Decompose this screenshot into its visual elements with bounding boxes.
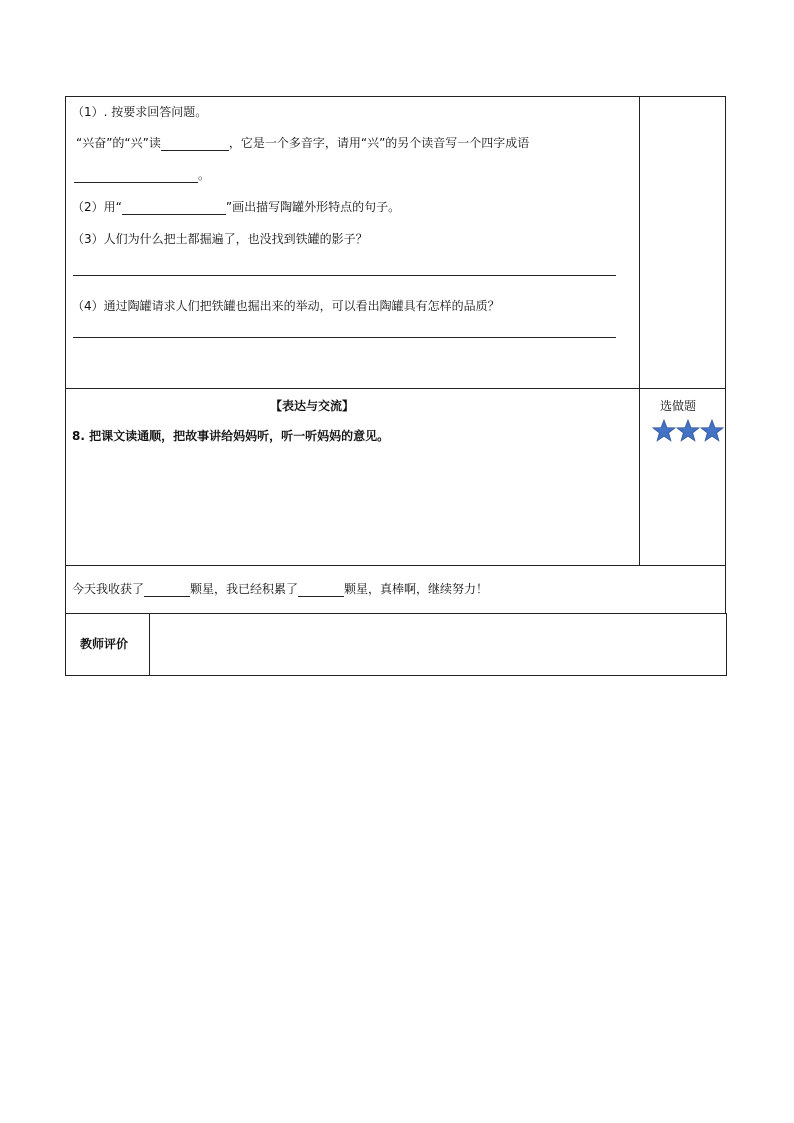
teacher-label: 教师评价 xyxy=(80,637,129,651)
teacher-comment-area[interactable] xyxy=(151,615,725,674)
q1-line-b-end: 。 xyxy=(198,168,211,182)
optional-label: 选做题 xyxy=(660,399,697,413)
q3-line: （3）人们为什么把土都掘遍了，也没找到铁罐的影子？ xyxy=(72,232,368,246)
summary-part2: 颗星，我已经积累了 xyxy=(190,582,299,596)
summary-part3: 颗星，真棒啊，继续努力！ xyxy=(344,582,489,596)
stars-today-blank[interactable] xyxy=(144,583,190,597)
summary-part1: 今天我收获了 xyxy=(72,582,145,596)
star-rating[interactable] xyxy=(652,419,724,442)
underline-sample xyxy=(122,201,226,215)
star-icon xyxy=(700,419,724,442)
q2-post: ”画出描写陶罐外形特点的句子。 xyxy=(225,200,401,214)
star-icon xyxy=(676,419,700,442)
q3-answer-line[interactable] xyxy=(73,275,616,276)
q1-line-a xyxy=(76,135,529,151)
summary-line xyxy=(72,581,488,597)
q1-line-a-post: ，它是一个多音字，请用“兴”的另个读音写一个四字成语 xyxy=(228,136,530,150)
expression-heading: 【表达与交流】 xyxy=(270,399,355,413)
stars-total-blank[interactable] xyxy=(298,583,344,597)
q4-line: （4）通过陶罐请求人们把铁罐也掘出来的举动，可以看出陶罐具有怎样的品质？ xyxy=(72,299,500,313)
q1-title: （1）. 按要求回答问题。 xyxy=(72,105,208,119)
q2-line xyxy=(72,199,400,215)
teacher-divider xyxy=(149,613,150,676)
expression-block xyxy=(65,388,726,566)
q1-line-a-pre: “兴奋”的“兴”读 xyxy=(76,136,161,150)
pinyin-blank[interactable] xyxy=(161,137,229,151)
q2-pre: （2）用“ xyxy=(72,200,122,214)
star-icon xyxy=(652,419,676,442)
q4-answer-line[interactable] xyxy=(73,337,616,338)
task-8: 8. 把课文读通顺，把故事讲给妈妈听，听一听妈妈的意见。 xyxy=(72,429,390,443)
q1-line-b xyxy=(74,167,210,183)
idiom-blank[interactable] xyxy=(74,169,198,183)
